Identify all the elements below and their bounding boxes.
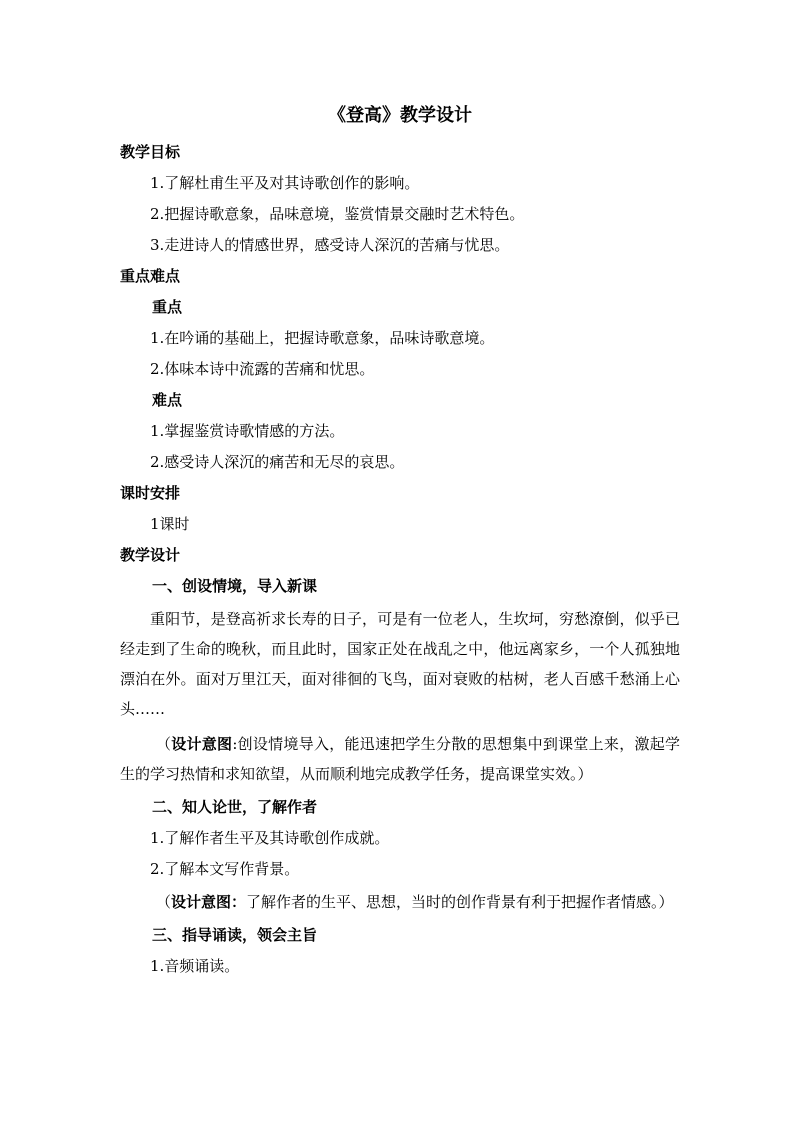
- difficult-item: 2.感受诗人深沉的痛苦和无尽的哀思。: [150, 453, 405, 471]
- section2-item: 2.了解本文写作背景。: [150, 860, 300, 878]
- subheading-difficult: 难点: [152, 391, 183, 409]
- heading-keypoints: 重点难点: [120, 267, 181, 285]
- section2-item: 1.了解作者生平及其诗歌创作成就。: [150, 829, 390, 847]
- section1-heading: 一、创设情境，导入新课: [152, 577, 318, 595]
- section1-design-note: [120, 729, 680, 789]
- section3-heading: 三、指导诵读，领会主旨: [152, 926, 318, 944]
- note-open: （: [156, 893, 172, 911]
- schedule-value: 1课时: [150, 515, 190, 533]
- section2-design-note: [120, 887, 680, 917]
- page-title: 《登高》教学设计: [328, 105, 472, 126]
- goal-item: 1.了解杜甫生平及对其诗歌创作的影响。: [150, 174, 420, 192]
- document-content: [120, 103, 680, 984]
- goal-item: 2.把握诗歌意象，品味意境，鉴赏情景交融时艺术特色。: [150, 205, 525, 223]
- note-text: 了解作者的生平、思想，当时的创作背景有利于把握作者情感。）: [246, 893, 674, 911]
- section1-paragraph: 重阳节，是登高祈求长寿的日子，可是有一位老人，生坎坷，穷愁潦倒，似乎已经走到了生命的晚秋，而且此时，国家正处在战乱之中，他远离家乡，一个人孤独地漂泊在外。面对万里江天，面对徘徊的飞鸟，面对衰败的枯树，老人百感千愁涌上心头……: [120, 610, 680, 718]
- difficult-item: 1.掌握鉴赏诗歌情感的方法。: [150, 422, 345, 440]
- heading-design: 教学设计: [120, 546, 181, 564]
- section3-item: 1.音频诵读。: [150, 957, 240, 975]
- goal-item: 3.走进诗人的情感世界，感受诗人深沉的苦痛与忧思。: [150, 236, 510, 254]
- key-item: 2.体味本诗中流露的苦痛和忧思。: [150, 360, 375, 378]
- note-label: 设计意图：: [171, 893, 247, 911]
- heading-schedule: 课时安排: [120, 484, 181, 502]
- note-text: :创设情境导入，能迅速把学生分散的思想集中到课堂上来，激起学生的学习热情和求知欲望，从而顺利地完成教学任务，提高课堂实效。）: [120, 735, 680, 783]
- section2-heading: 二、知人论世，了解作者: [152, 798, 318, 816]
- heading-goals: 教学目标: [120, 143, 181, 161]
- subheading-key: 重点: [152, 298, 183, 316]
- note-open: （: [156, 735, 172, 753]
- note-label: 设计意图: [171, 735, 233, 753]
- key-item: 1.在吟诵的基础上，把握诗歌意象，品味诗歌意境。: [150, 329, 495, 347]
